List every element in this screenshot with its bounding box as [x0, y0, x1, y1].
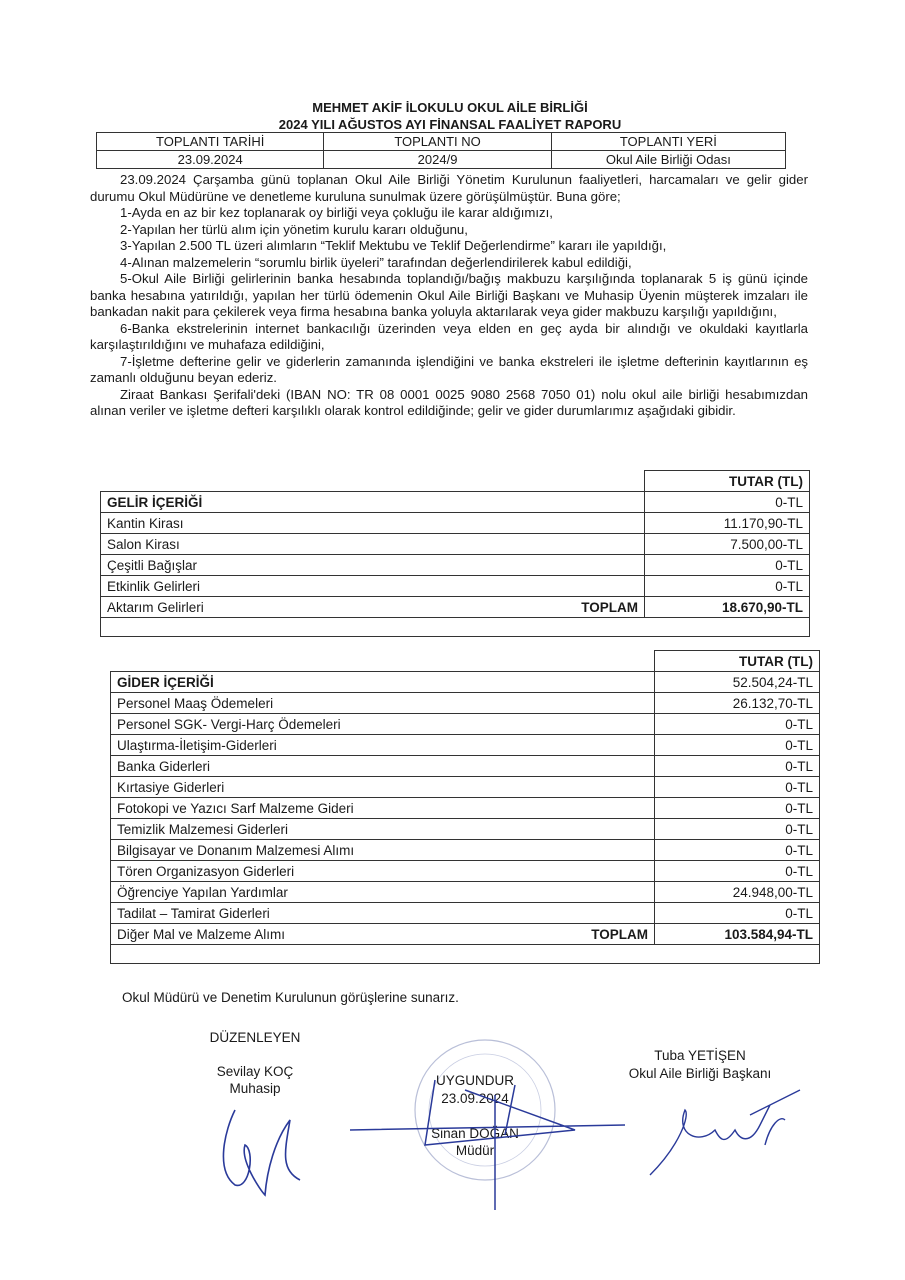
item-4: 4-Alınan malzemelerin “sorumlu birlik üyeleri” tarafından değerlendirilerek kabul edildiği, — [120, 254, 632, 270]
expense-row-amount: 0-TL — [655, 777, 820, 798]
expense-amount-header: TUTAR (TL) — [655, 651, 820, 672]
table-row — [111, 840, 820, 861]
table-row — [101, 576, 810, 597]
expense-row-label: Ulaştırma-İletişim-Giderleri — [111, 735, 655, 756]
prepared-label: DÜZENLEYEN — [209, 1030, 301, 1045]
expense-row-amount: 0-TL — [655, 861, 820, 882]
expense-row-label: Personel SGK- Vergi-Harç Ödemeleri — [111, 714, 655, 735]
income-total-label: TOPLAM — [581, 599, 638, 615]
expense-row-label: Tadilat – Tamirat Giderleri — [111, 903, 655, 924]
intro-paragraph: 23.09.2024 Çarşamba günü toplanan Okul Aile Birliği Yönetim Kurulunun faaliyetleri, harcamaları ve gelir gider durumu Okul Müdürüne ve denetleme kuruluna sunulmak üzere görüşülmüştür. Buna göre; — [90, 172, 808, 204]
income-row-label: Etkinlik Gelirleri — [101, 576, 645, 597]
income-row-label: Aktarım Gelirleri — [107, 599, 204, 615]
closing-sentence: Okul Müdürü ve Denetim Kurulunun görüşlerine sunarız. — [122, 990, 459, 1005]
income-total-amount: 18.670,90-TL — [645, 597, 810, 618]
approved-label: UYGUNDUR — [435, 1073, 514, 1088]
president-role: Okul Aile Birliği Başkanı — [628, 1066, 772, 1081]
president-signature — [640, 1085, 820, 1185]
table-row — [111, 882, 820, 903]
expense-row-amount: 0-TL — [655, 840, 820, 861]
meeting-no-header: TOPLANTI NO — [324, 133, 551, 151]
accountant-signature — [205, 1090, 315, 1210]
president-name: Tuba YETİŞEN — [654, 1048, 746, 1063]
approved-date: 23.09.2024 — [441, 1091, 509, 1106]
expense-row-amount: 0-TL — [655, 903, 820, 924]
expense-row-amount: 0-TL — [655, 714, 820, 735]
expense-row-label: Fotokopi ve Yazıcı Sarf Malzeme Gideri — [111, 798, 655, 819]
expense-row-amount: 24.948,00-TL — [655, 882, 820, 903]
income-table — [100, 470, 810, 637]
table-row — [111, 756, 820, 777]
item-1: 1-Ayda en az bir kez toplanarak oy birliği veya çokluğu ile karar aldığımızı, — [120, 205, 553, 220]
table-row — [111, 903, 820, 924]
meeting-no: 2024/9 — [324, 151, 551, 169]
table-row — [101, 513, 810, 534]
table-row — [111, 924, 820, 945]
expense-total-label: TOPLAM — [591, 926, 648, 942]
expense-row-label: Banka Giderleri — [111, 756, 655, 777]
report-title-line2: 2024 YILI AĞUSTOS AYI FİNANSAL FAALİYET RAPORU — [278, 117, 622, 132]
table-row — [111, 819, 820, 840]
income-row-amount: 7.500,00-TL — [645, 534, 810, 555]
item-3: 3-Yapılan 2.500 TL üzeri alımların “Teklif Mektubu ve Teklif Değerlendirme” kararı ile yapıldığı, — [120, 238, 667, 253]
table-row — [111, 798, 820, 819]
table-row — [111, 714, 820, 735]
expense-title: GİDER İÇERİĞİ — [111, 672, 655, 693]
expense-row-amount: 0-TL — [655, 798, 820, 819]
meeting-date-header: TOPLANTI TARİHİ — [97, 133, 324, 151]
income-row-amount: 11.170,90-TL — [645, 513, 810, 534]
table-row — [101, 555, 810, 576]
income-row-label: Çeşitli Bağışlar — [101, 555, 645, 576]
expense-row-amount: 0-TL — [655, 819, 820, 840]
director-signature — [345, 1075, 645, 1215]
table-row — [101, 534, 810, 555]
bank-statement-paragraph: Ziraat Bankası Şerifali'deki (IBAN NO: TR 08 0001 0025 9080 2568 7050 01) nolu okul aile birliği hesabımızdan alınan veriler ve işletme defteri karşılıklı olarak kontrol edildiğinde; gelir ve gider durumlarımız aşağıdaki gibidir. — [90, 386, 808, 418]
report-body — [90, 172, 808, 420]
report-title-line1: MEHMET AKİF İLOKULU OKUL AİLE BİRLİĞİ — [312, 100, 588, 115]
income-row-amount: 0-TL — [645, 555, 810, 576]
expense-row-label: Temizlik Malzemesi Giderleri — [111, 819, 655, 840]
item-2: 2-Yapılan her türlü alım için yönetim kurulu kararı olduğunu, — [120, 221, 468, 237]
expense-row-amount: 0-TL — [655, 756, 820, 777]
income-row-label: Kantin Kirası — [101, 513, 645, 534]
expense-row-amount: 26.132,70-TL — [655, 693, 820, 714]
expense-row-amount: 0-TL — [655, 735, 820, 756]
expense-table — [110, 650, 820, 964]
expense-total-amount: 103.584,94-TL — [655, 924, 820, 945]
expense-row-label: Tören Organizasyon Giderleri — [111, 861, 655, 882]
item-7: 7-İşletme defterine gelir ve giderlerin zamanında işlendiğini ve banka ekstreleri ile işletme defterinin kayıtlarının eş zamanlı olduğunu beyan ederiz. — [90, 353, 808, 385]
income-title-amount: 0-TL — [645, 492, 810, 513]
meeting-info-table — [96, 132, 786, 169]
expense-row-label: Kırtasiye Giderleri — [111, 777, 655, 798]
table-row — [111, 777, 820, 798]
meeting-date: 23.09.2024 — [97, 151, 324, 169]
income-row-label: Salon Kirası — [101, 534, 645, 555]
meeting-place: Okul Aile Birliği Odası — [551, 151, 785, 169]
income-amount-header: TUTAR (TL) — [645, 471, 810, 492]
director-name: Sinan DOĞAN — [431, 1126, 519, 1141]
prepared-name: Sevilay KOÇ — [216, 1064, 294, 1079]
income-title: GELİR İÇERİĞİ — [101, 492, 645, 513]
expense-title-amount: 52.504,24-TL — [655, 672, 820, 693]
table-row — [111, 861, 820, 882]
table-row — [101, 597, 810, 618]
director-role: Müdür — [455, 1143, 495, 1158]
expense-row-label: Bilgisayar ve Donanım Malzemesi Alımı — [111, 840, 655, 861]
expense-row-label: Diğer Mal ve Malzeme Alımı — [117, 926, 286, 942]
expense-row-label: Öğrenciye Yapılan Yardımlar — [111, 882, 655, 903]
income-row-amount: 0-TL — [645, 576, 810, 597]
table-row — [111, 693, 820, 714]
item-6: 6-Banka ekstrelerinin internet bankacılığı üzerinden veya elden en geç ayda bir alındığı ve okuldaki kayıtlarla karşılaştırıldığını ve muhafaza edildiğini, — [90, 320, 808, 352]
prepared-role: Muhasip — [229, 1081, 281, 1096]
meeting-place-header: TOPLANTI YERİ — [551, 133, 785, 151]
expense-row-label: Personel Maaş Ödemeleri — [111, 693, 655, 714]
table-row — [111, 735, 820, 756]
item-5: 5-Okul Aile Birliği gelirlerinin banka hesabında toplandığı/bağış makbuzu karşılığında toplanarak 5 iş günü içinde banka hesabına yatırıldığı, yapılan her türlü ödemenin Okul Aile Birliği Başkanı ve Muhasip Üyenin müşterek imzaları ile bankadan nakit para çekilerek veya firma hesabına banka yoluyla aktarılarak veya gider makbuzu karşılığı yapıldığını, — [90, 271, 808, 319]
